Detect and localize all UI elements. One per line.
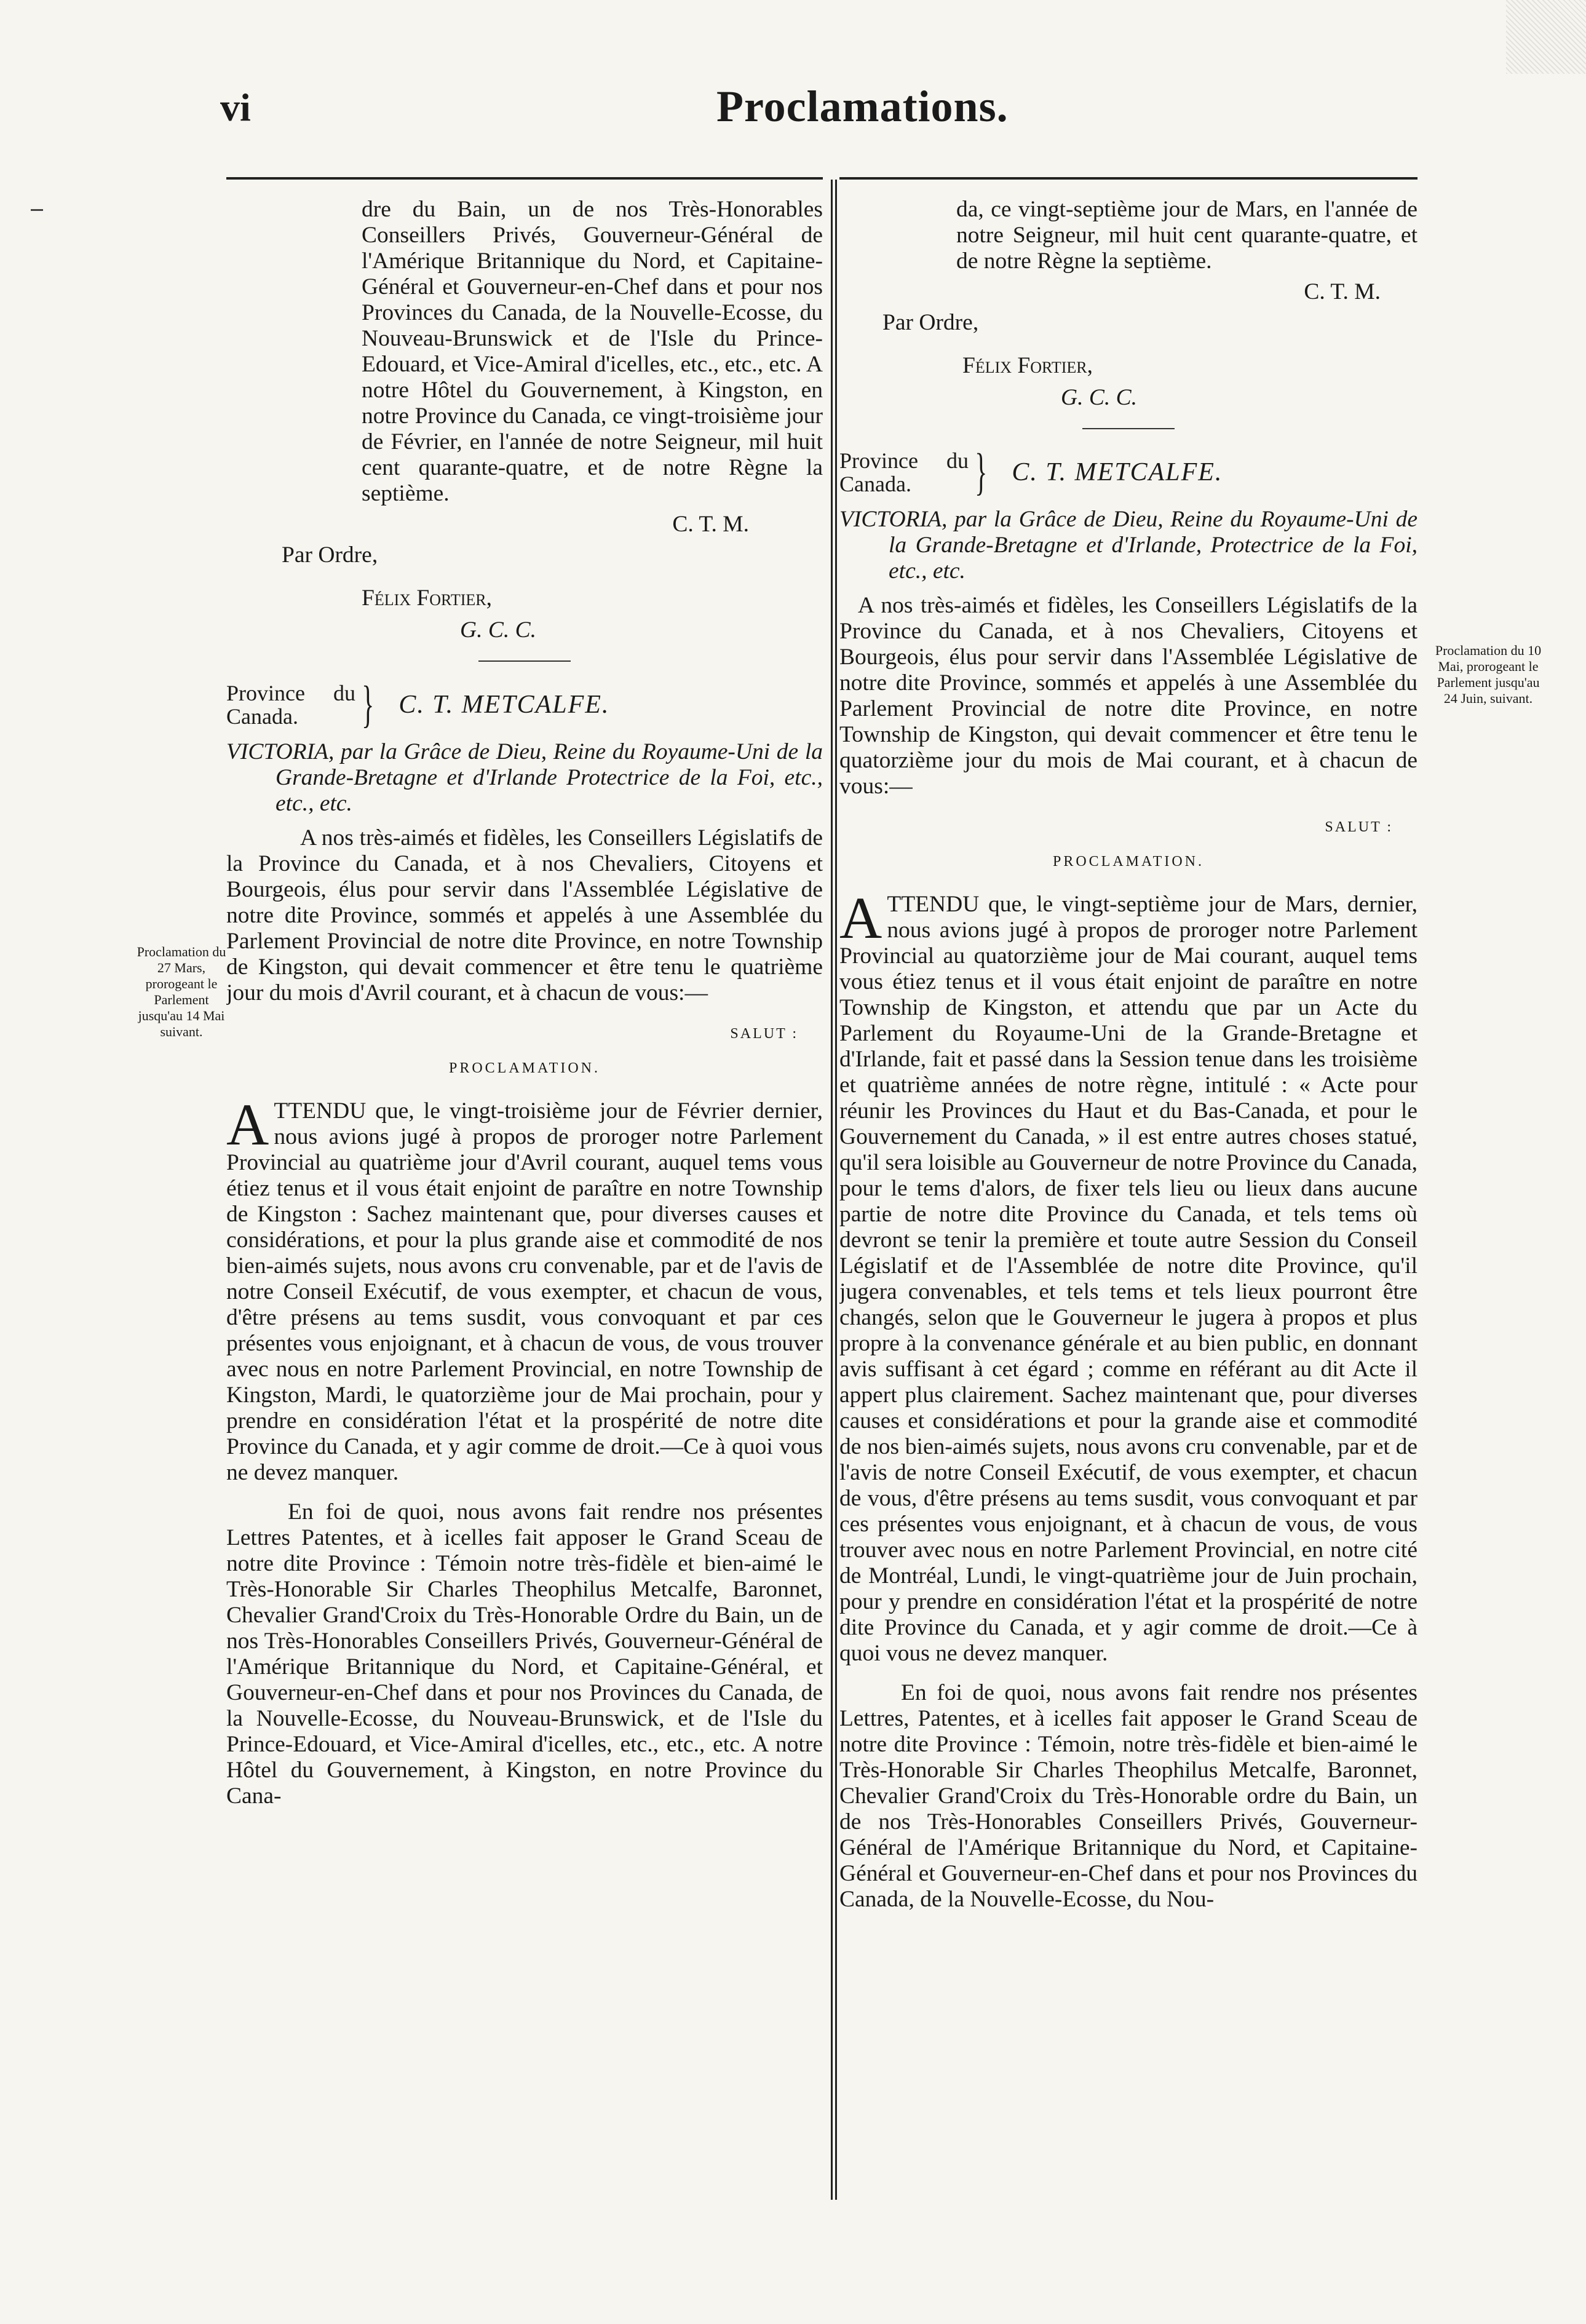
left-province-block	[226, 676, 823, 733]
left-address-paragraph: A nos très-aimés et fidèles, les Conseillers Législatifs de la Province du Canada, et à nos Chevaliers, Citoyens et Bourgeois, élus pour servir dans l'Assemblée Législative de notre dite Province, sommés et appelés à une Assemblée du Parlement Provincial de notre dite Province, en notre Township de Kingston, qui devait commencer et être tenu le quatrième jour du mois d'Avril courant, et à chacun de vous:—	[226, 825, 823, 1005]
right-initials-signature: C. T. M.	[1304, 279, 1381, 304]
right-province-label: Province du Canada.	[839, 448, 969, 496]
right-metcalfe-signature: C. T. METCALFE.	[1012, 458, 1223, 486]
column-divider	[831, 180, 833, 2200]
left-separator	[478, 660, 571, 662]
right-salut: SALUT :	[1325, 819, 1393, 835]
right-attendu-text: TTENDU que, le vingt-septième jour de Mars, dernier, nous avions jugé à propos de proroger notre Parlement Provincial au quatorzième jour de Mai courant, auquel tems vous étiez tenus et il vous était enjoint de paraître en notre Township de Kingston, et attendu que par un Acte du Parlement du Royaume-Uni de la Grande-Bretagne et d'Irlande, fait et passé dans la Session tenue dans les troisième et quatrième années de notre règne, intitulé : « Acte pour réunir les Provinces du Haut et du Bas-Canada, et pour le Gouvernement du Canada, » il est entre autres choses statué, qu'il sera loisible au Gouverneur de notre Province du Canada, pour le tems d'alors, de fixer tels lieu ou lieux dans aucune partie de notre dite Province du Canada, et tels tems où devront se tenir la première et toute autre Session du Conseil Législatif et de l'Assemblée de notre dite Province, qu'il jugera convenables, et tels tems et tels lieux pourront être changés, selon que le Gouverneur le jugera à propos et plus propre à la convenance générale et au bien public, en donnant avis suffisant à cet égard ; comme en référant au dit Acte il appert plus clairement. Sachez maintenant que, pour diverses causes et considérations et pour la grande aise et commodité de nos bien-aimés sujets, nous avons cru convenable, par et de l'avis de notre Conseil Exécutif, de vous exempter, et chacun de vous, d'être présens au tems susdit, vous convoquant et par ces présentes vous enjoignant, et à chacun de vous, de vous trouver avec nous en notre Parlement Provincial, en notre cité de Montréal, Lundi, le vingt-quatrième jour de Juin prochain, pour y prendre en considération l'état et la prospérité de notre dite Province du Canada, et y agir comme de droit.—Ce à quoi vous ne devez manquer.	[839, 892, 1417, 1666]
left-province-label: Province du Canada.	[226, 681, 355, 729]
column-divider-2	[835, 180, 837, 2200]
left-column	[226, 197, 823, 2202]
left-en-foi-paragraph: En foi de quoi, nous avons fait rendre nos présentes Lettres Patentes, et à icelles fait apposer le Grand Sceau de notre dite Province : Témoin notre très-fidèle et bien-aimé le Très-Honorable Sir Charles Theophilus Metcalfe, Baronnet, Chevalier Grand'Croix du Très-Honorable Ordre du Bain, un de nos Très-Honorables Conseillers Privés, Gouverneur-Général de l'Amérique Britannique du Nord, et Capitaine-Général, et Gouverneur-en-Chef dans et pour nos Provinces du Canada, de la Nouvelle-Ecosse, du Nouveau-Brunswick, et de l'Isle du Prince-Edouard, et Vice-Amiral d'icelles, etc., etc., etc. A notre Hôtel du Gouvernement, à Kingston, en notre Province du Cana-	[226, 1499, 823, 1809]
left-secretary-name: Félix Fortier,	[362, 585, 492, 611]
right-proclamation-title: PROCLAMATION.	[1052, 854, 1204, 870]
running-head: Proclamations.	[716, 82, 1009, 131]
left-dropcap: A	[226, 1092, 269, 1157]
scan-corner-stamp	[1506, 0, 1586, 74]
left-attendu-paragraph	[226, 1092, 823, 1486]
right-en-foi-paragraph: En foi de quoi, nous avons fait rendre nos présentes Lettres, Patentes, et à icelles fait apposer le Grand Sceau de notre dite Province : Témoin, notre très-fidèle et bien-aimé le Très-Honorable Sir Charles Theophilus Metcalfe, Baronnet, Chevalier Grand'Croix du Très-Honorable ordre du Bain, un de nos Très-Honorables Conseillers Privés, Gouverneur-Général de l'Amérique Britannique du Nord, et Capitaine-Général et Gouverneur-en-Chef dans et pour nos Provinces du Canada, de la Nouvelle-Ecosse, du Nou-	[839, 1680, 1417, 1912]
margin-mark	[31, 209, 43, 211]
left-margin-note: Proclamation du 27 Mars, prorogeant le Parlement jusqu'au 14 Mai suivant.	[137, 944, 226, 1039]
right-par-ordre: Par Ordre,	[882, 310, 979, 335]
header-rule-right	[839, 177, 1417, 180]
header-rule-left	[226, 177, 823, 180]
right-column	[839, 197, 1417, 2202]
left-victoria-heading: VICTORIA, par la Grâce de Dieu, Reine du Royaume-Uni de la Grande-Bretagne et d'Irlande Protectrice de la Foi, etc., etc., etc.	[226, 739, 823, 816]
brace-icon: }	[975, 443, 988, 501]
left-gcc: G. C. C.	[460, 617, 536, 643]
left-attendu-text: TTENDU que, le vingt-troisième jour de Février dernier, nous avions jugé à propos de proroger notre Parlement Provincial au quatrième jour d'Avril courant, auquel tems vous étiez tenus et il vous était enjoint de paraître en notre Township de Kingston : Sachez maintenant que, pour diverses causes et considérations, et pour la plus grande aise et commodité de nos bien-aimés sujets, nous avons cru convenable, par et de l'avis de notre Conseil Exécutif, de vous exempter, et chacun de vous, d'être présens au tems susdit, vous convoquant et par ces présentes vous enjoignant, et à chacun de vous, de vous trouver avec nous en notre Parlement Provincial, en notre Township de Kingston, Mardi, le quatorzième jour de Mai prochain, pour y prendre en considération l'état et la prospérité de notre dite Province du Canada, et y agir comme de droit.—Ce à quoi vous ne devez manquer.	[226, 1098, 823, 1485]
right-address-paragraph: A nos très-aimés et fidèles, les Conseillers Législatifs de la Province du Canada, et à nos Chevaliers, Citoyens et Bourgeois, élus pour servir dans l'Assemblée Législative de notre dite Province, sommés et appelés à une Assemblée du Parlement Provincial de notre dite Province, en notre Township de Kingston, qui devait commencer et être tenu le quatorzième jour du mois de Mai courant, et à chacun de vous:—	[839, 593, 1417, 799]
right-secretary-name: Félix Fortier,	[962, 353, 1093, 378]
right-province-block	[839, 443, 1417, 501]
right-separator	[1082, 428, 1175, 429]
right-gcc: G. C. C.	[1061, 385, 1137, 410]
left-proclamation-title: PROCLAMATION.	[448, 1060, 600, 1076]
brace-icon: }	[362, 676, 375, 733]
right-victoria-heading: VICTORIA, par la Grâce de Dieu, Reine du Royaume-Uni de la Grande-Bretagne et d'Irlande, Protectrice de la Foi, etc., etc.	[839, 507, 1417, 584]
left-closing-paragraph: dre du Bain, un de nos Très-Honorables Conseillers Privés, Gouverneur-Général de l'Amérique Britannique du Nord, et Capitaine-Général et Gouverneur-en-Chef dans et pour nos Provinces du Canada, de la Nouvelle-Ecosse, du Nouveau-Brunswick et de l'Isle du Prince-Edouard, et Vice-Amiral d'icelles, etc., etc., etc. A notre Hôtel du Gouvernement, à Kingston, en notre Province du Canada, ce vingt-troisième jour de Février, en l'année de notre Seigneur, mil huit cent quarante-quatre, et de notre Règne la septième.	[362, 197, 823, 506]
left-initials-signature: C. T. M.	[672, 512, 749, 537]
right-margin-note: Proclamation du 10 Mai, prorogeant le Parlement jusqu'au 24 Juin, suivant.	[1435, 643, 1542, 706]
right-attendu-paragraph	[839, 885, 1417, 1667]
right-dropcap: A	[839, 885, 882, 951]
left-par-ordre: Par Ordre,	[282, 542, 378, 568]
right-closing-paragraph: da, ce vingt-septième jour de Mars, en l'année de notre Seigneur, mil huit cent quarante-quatre, et de notre Règne la septième.	[956, 197, 1417, 274]
page-number: vi	[220, 85, 251, 129]
left-metcalfe-signature: C. T. METCALFE.	[398, 691, 610, 719]
left-salut: SALUT :	[730, 1026, 798, 1042]
